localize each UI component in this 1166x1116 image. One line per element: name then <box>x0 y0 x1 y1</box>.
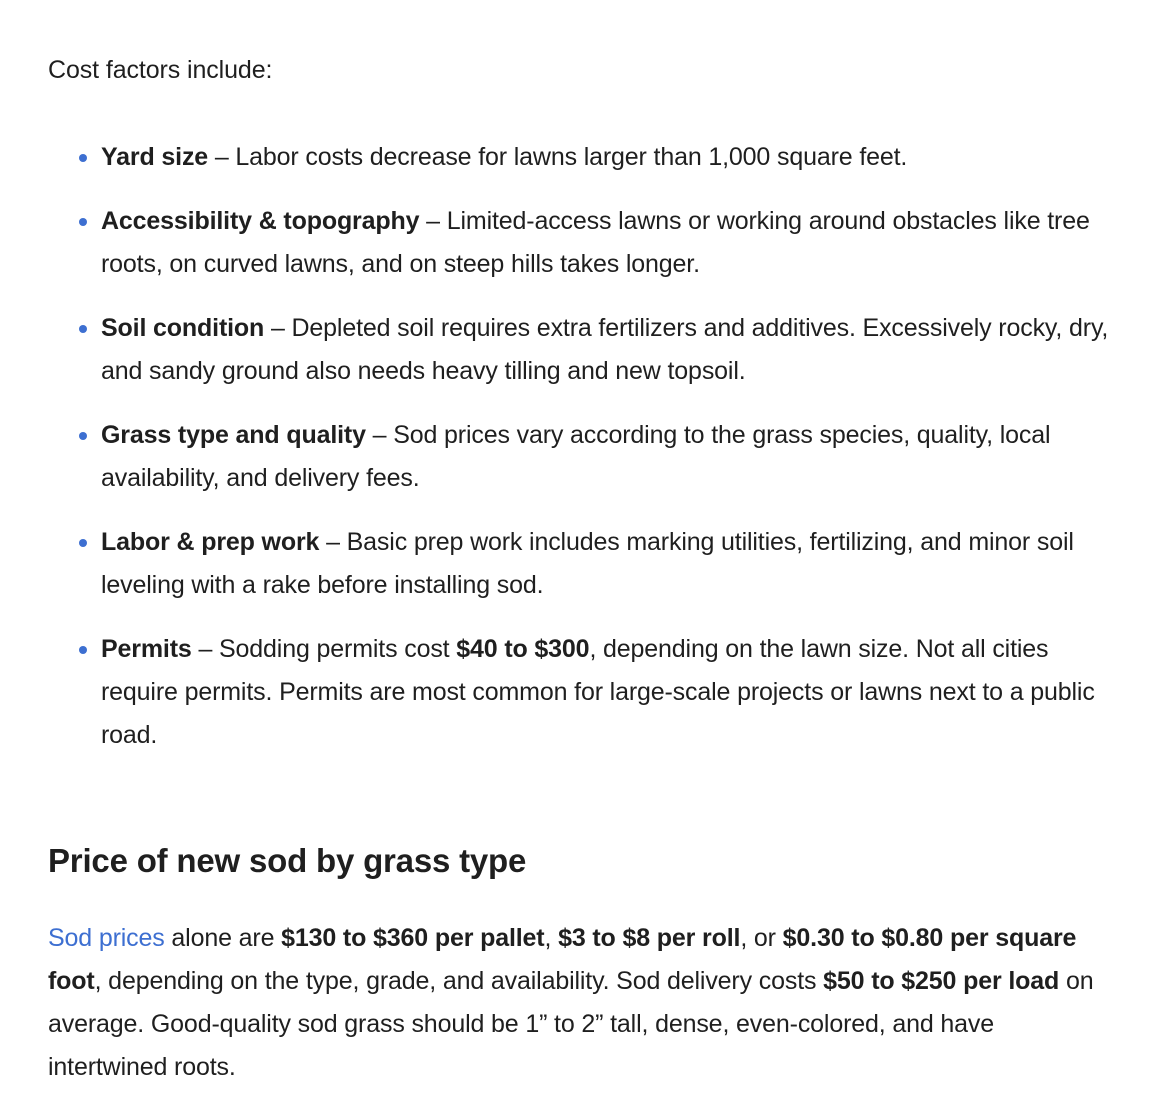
factor-text: – Limited-access lawns or working around obstacles like tree roots, on curved lawns, and on steep hills takes longer. <box>101 207 1090 278</box>
section-heading: Price of new sod by grass type <box>48 842 527 879</box>
bullet-icon <box>79 218 87 226</box>
list-item-soil-condition <box>101 307 1118 393</box>
factor-label: Yard size <box>101 143 209 171</box>
price-per-roll: $3 to $8 per roll <box>558 924 741 952</box>
factor-label: Accessibility & topography <box>101 207 420 235</box>
price-per-square-foot: $0.30 to $0.80 per square foot <box>48 924 1077 995</box>
bullet-icon <box>79 432 87 440</box>
price-per-pallet: $130 to $360 per pallet <box>281 924 545 952</box>
factor-text: – Depleted soil requires extra fertilizers and additives. Excessively rocky, dry, and sandy ground also needs heavy tilling and new topsoil. <box>101 314 1109 385</box>
factor-label: Grass type and quality <box>101 421 366 449</box>
list-item-permits <box>101 628 1118 757</box>
factor-text: – Labor costs decrease for lawns larger than 1,000 square feet. <box>208 143 908 171</box>
factor-text: , depending on the lawn size. Not all cities require permits. Permits are most common for large-scale projects or lawns next to a public road. <box>101 635 1095 749</box>
bullet-icon <box>79 646 87 654</box>
intro-text: Cost factors include: <box>48 56 273 84</box>
paragraph-text: on average. Good-quality sod grass should be 1” to 2” tall, dense, even-colored, and have intertwined roots. <box>48 967 1094 1081</box>
factor-label: Permits <box>101 635 192 663</box>
factor-text: – Sodding permits cost <box>191 635 457 663</box>
list-item-yard-size <box>101 136 1118 179</box>
factor-label: Soil condition <box>101 314 265 342</box>
list-item-accessibility <box>101 200 1118 286</box>
sod-prices-link[interactable]: Sod prices <box>48 924 165 952</box>
factor-label: Labor & prep work <box>101 528 320 556</box>
delivery-cost: $50 to $250 per load <box>823 967 1060 995</box>
bullet-icon <box>79 325 87 333</box>
bullet-icon <box>79 154 87 162</box>
list-item-labor-prep <box>101 521 1118 607</box>
factor-text: – Sod prices vary according to the grass species, quality, local availability, and delivery fees. <box>101 421 1051 492</box>
permit-price: $40 to $300 <box>456 635 590 663</box>
paragraph-text: , <box>544 924 559 952</box>
paragraph-text: , or <box>740 924 783 952</box>
cost-factors-list <box>48 136 1118 757</box>
sod-prices-paragraph <box>48 917 1118 1089</box>
bullet-icon <box>79 539 87 547</box>
paragraph-text: , depending on the type, grade, and availability. Sod delivery costs <box>94 967 824 995</box>
factor-text: – Basic prep work includes marking utilities, fertilizing, and minor soil leveling with a rake before installing sod. <box>101 528 1074 599</box>
list-item-grass-type <box>101 414 1118 500</box>
paragraph-text: alone are <box>164 924 282 952</box>
